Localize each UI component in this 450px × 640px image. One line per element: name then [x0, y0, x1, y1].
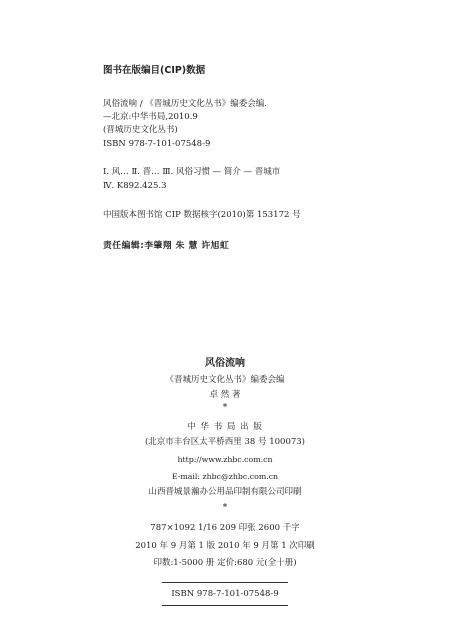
cip-classification-1: Ⅰ. 风… Ⅱ. 晋… Ⅲ. 风俗习惯 — 简介 — 晋城市: [103, 167, 281, 177]
cip-heading: 图书在版编目(CIP)数据: [103, 65, 206, 76]
printer: 山西晋城景瀚办公用品印制有限公司印刷: [148, 487, 302, 497]
book-specs: 787×1092 1/16 209 印张 2600 千字: [150, 523, 300, 533]
cip-title-line: 风俗流响 / 《晋城历史文化丛书》编委会编.: [103, 99, 267, 109]
book-title: 风俗流响: [205, 358, 245, 369]
isbn-footer: ISBN 978-7-101-07548-9: [171, 589, 279, 599]
cip-classification-2: Ⅳ. K892.425.3: [103, 181, 167, 191]
print-run-price: 印数:1-5000 册 定价:680 元(全十册): [153, 558, 297, 568]
edition-info: 2010 年 9 月第 1 版 2010 年 9 月第 1 次印刷: [135, 541, 315, 551]
publisher: 中 华 书 局 出 版: [187, 422, 263, 432]
divider-bottom: [162, 605, 288, 606]
separator-star: *: [222, 403, 228, 413]
author: 卓 然 著: [209, 390, 241, 400]
responsible-editors: 责任编辑:李肇翔 朱 慧 许旭虹: [103, 241, 230, 251]
divider-top: [162, 582, 288, 583]
cip-isbn-line: ISBN 978-7-101-07548-9: [103, 139, 211, 149]
publisher-email: E-mail: zhbc@zhbc.com.cn: [171, 472, 279, 481]
compiler: 《晋城历史文化丛书》编委会编: [165, 375, 285, 385]
publisher-address: (北京市丰台区太平桥西里 38 号 100073): [144, 437, 305, 447]
separator-star-2: *: [222, 503, 228, 513]
cip-publisher-line: —北京:中华书局,2010.9: [103, 112, 198, 122]
cip-record-number: 中国版本图书馆 CIP 数据核字(2010)第 153172 号: [103, 210, 301, 220]
cip-series-line: (晋城历史文化丛书): [103, 125, 178, 135]
publisher-website: http://www.zhbc.com.cn: [177, 455, 273, 464]
